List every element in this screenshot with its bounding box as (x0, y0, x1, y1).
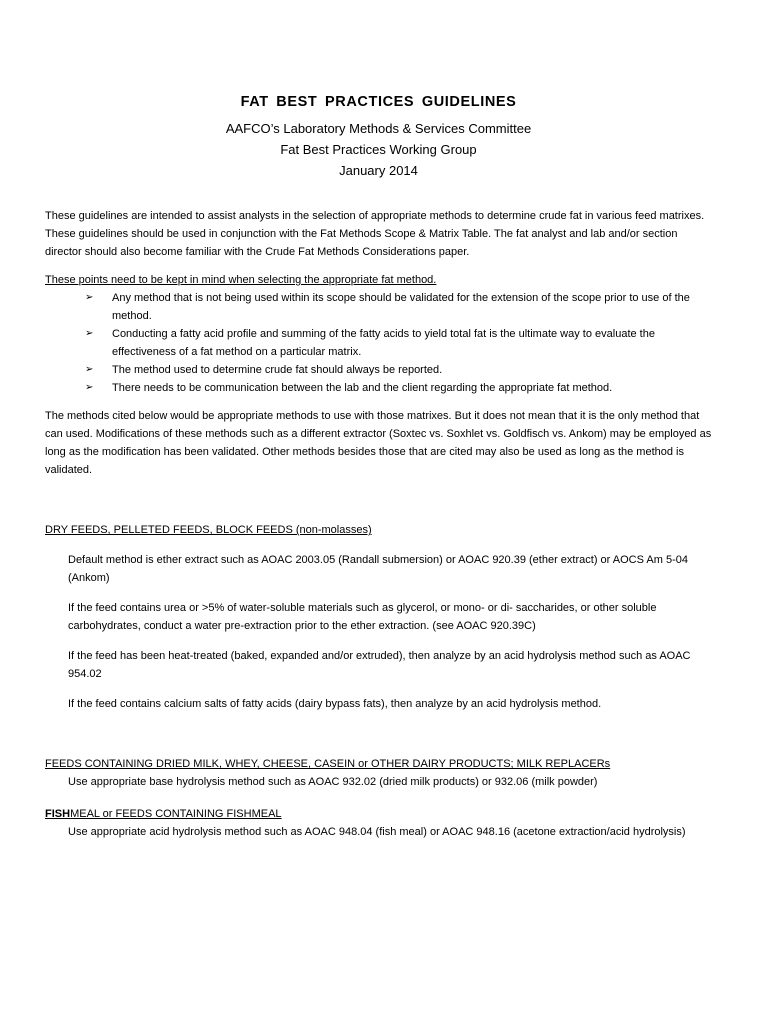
dry-feeds-item: If the feed contains urea or >5% of water-soluble materials such as glycerol, or mono- or di- saccharides, or other soluble carbohydrates, conduct a water pre-extraction prior to the ether extraction. (see AOAC 920.39C) (68, 602, 657, 632)
fishmeal-heading-bold: FISH (45, 808, 71, 820)
arrowhead-bullet-icon: ➢ (85, 328, 94, 339)
arrowhead-bullet-icon: ➢ (85, 292, 94, 303)
list-item (85, 325, 712, 361)
point-text: There needs to be communication between the lab and the client regarding the appropriate fat method. (112, 382, 613, 394)
point-text: Any method that is not being used within its scope should be validated for the extension of the scope prior to use of the method. (112, 292, 690, 322)
working-group-name: Fat Best Practices Working Group (280, 142, 477, 157)
dairy-feeds-heading: FEEDS CONTAINING DRIED MILK, WHEY, CHEESE, CASEIN or OTHER DAIRY PRODUCTS; MILK REPLACERs (45, 758, 611, 770)
methods-paragraph: The methods cited below would be appropriate methods to use with those matrixes. But it does not mean that it is the only method that can used. Modifications of these methods such as a different extractor (Soxtec vs. Soxhlet vs. Goldfisch vs. Ankom) may be employed as long as the modification has been validated. Other methods besides those that are cited may also be used as long as the method is validated. (45, 410, 712, 476)
fishmeal-heading-rest: MEAL or FEEDS CONTAINING FISHMEAL (70, 808, 282, 820)
arrowhead-bullet-icon: ➢ (85, 364, 94, 375)
list-item (85, 379, 712, 397)
document-title: FAT BEST PRACTICES GUIDELINES (240, 94, 517, 110)
dry-feeds-item: Default method is ether extract such as AOAC 2003.05 (Randall submersion) or AOAC 920.39 (ether extract) or AOCS Am 5-04 (Ankom) (68, 554, 688, 584)
list-item (85, 289, 712, 325)
document-header (45, 94, 712, 181)
fishmeal-heading (45, 805, 712, 823)
document-date: January 2014 (339, 163, 418, 178)
intro-paragraph: These guidelines are intended to assist analysts in the selection of appropriate methods to determine crude fat in various feed matrixes. These guidelines should be used in conjunction with the Fat Methods Scope & Matrix Table. The fat analyst and lab and/or section director should also become familiar with the Crude Fat Methods Considerations paper. (45, 210, 705, 258)
dry-feeds-item: If the feed has been heat-treated (baked, expanded and/or extruded), then analyze by an acid hydrolysis method such as AOAC 954.02 (68, 650, 691, 680)
fishmeal-text: Use appropriate acid hydrolysis method such as AOAC 948.04 (fish meal) or AOAC 948.16 (acetone extraction/acid hydrolysis) (68, 826, 686, 838)
points-list (45, 289, 712, 397)
arrowhead-bullet-icon: ➢ (85, 382, 94, 393)
points-heading: These points need to be kept in mind when selecting the appropriate fat method. (45, 274, 437, 286)
dry-feeds-heading: DRY FEEDS, PELLETED FEEDS, BLOCK FEEDS (non-molasses) (45, 524, 372, 536)
committee-name: AAFCO’s Laboratory Methods & Services Committee (225, 121, 532, 136)
point-text: Conducting a fatty acid profile and summing of the fatty acids to yield total fat is the ultimate way to evaluate the effectiveness of a fat method on a particular matrix. (112, 328, 655, 358)
dry-feeds-item: If the feed contains calcium salts of fatty acids (dairy bypass fats), then analyze by an acid hydrolysis method. (68, 698, 602, 710)
dairy-feeds-text: Use appropriate base hydrolysis method such as AOAC 932.02 (dried milk products) or 932.06 (milk powder) (68, 776, 598, 788)
point-text: The method used to determine crude fat should always be reported. (112, 364, 443, 376)
list-item (85, 361, 712, 379)
